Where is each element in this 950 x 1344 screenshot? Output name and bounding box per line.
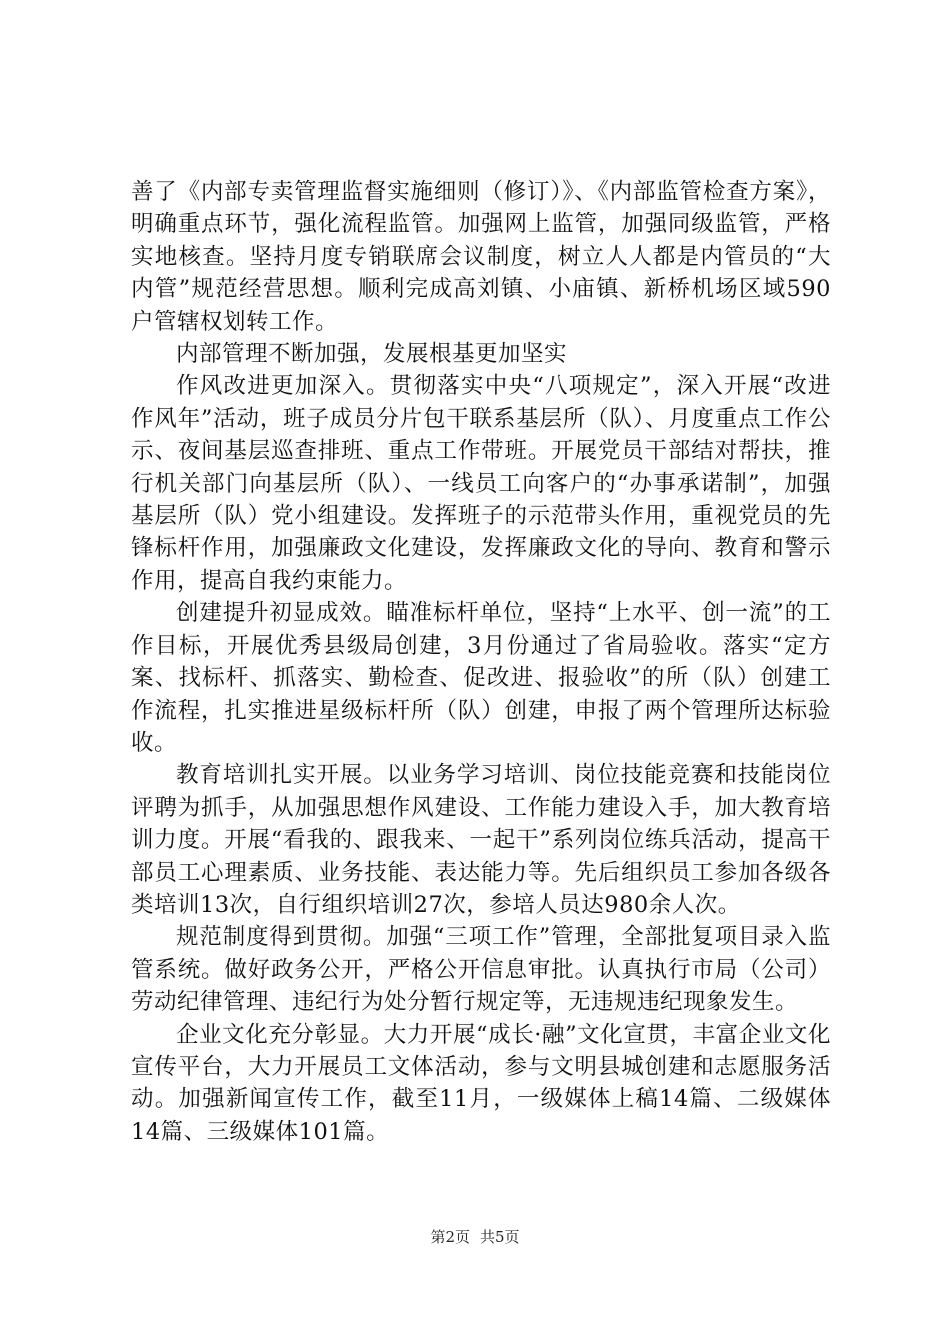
page-total: 共5页 <box>480 1228 520 1246</box>
paragraph-3: 作风改进更加深入。贯彻落实中央“八项规定”，深入开展“改进作风年”活动，班子成员分片包干联系基层所（队）、月度重点工作公示、夜间基层巡查排班、重点工作带班。开展党员干部结对帮扶，推行机关部门向基层所（队）、一线员工向客户的“办事承诺制”，加强基层所（队）党小组建设。发挥班子的示范带头作用，重视党员的先锋标杆作用，加强廉政文化建设，发挥廉政文化的导向、教育和警示作用，提高自我约束能力。 <box>131 373 831 594</box>
paragraph-5: 教育培训扎实开展。以业务学习培训、岗位技能竞赛和技能岗位评聘为抓手，从加强思想作风建设、工作能力建设入手，加大教育培训力度。开展“看我的、跟我来、一起干”系列岗位练兵活动，提高干部员工心理素质、业务技能、表达能力等。先后组织员工参加各级各类培训13次，自行组织培训27次，参培人员达980余人次。 <box>131 762 831 918</box>
page-footer <box>0 1226 950 1247</box>
paragraph-4: 创建提升初显成效。瞄准标杆单位，坚持“上水平、创一流”的工作目标，开展优秀县级局创建，3月份通过了省局验收。落实“定方案、找标杆、抓落实、勤检查、促改进、报验收”的所（队）创建工作流程，扎实推进星级标杆所（队）创建，申报了两个管理所达标验收。 <box>131 600 831 756</box>
page-number: 第2页 <box>430 1228 470 1246</box>
section-heading: 内部管理不断加强，发展根基更加坚实 <box>176 341 568 368</box>
paragraph-7: 企业文化充分彰显。大力开展“成长·融”文化宣贯，丰富企业文化宣传平台，大力开展员工文体活动，参与文明县城创建和志愿服务活动。加强新闻宣传工作，截至11月，一级媒体上稿14篇、二级媒体14篇、三级媒体101篇。 <box>131 1021 831 1145</box>
paragraph-1: 善了《内部专卖管理监督实施细则（修订）》、《内部监管检查方案》，明确重点环节，强化流程监管。加强网上监管，加强同级监管，严格实地核查。坚持月度专销联席会议制度，树立人人都是内管员的“大内管”规范经营思想。顺利完成高刘镇、小庙镇、新桥机场区域590户管辖权划转工作。 <box>131 179 831 335</box>
paragraph-6: 规范制度得到贯彻。加强“三项工作”管理，全部批复项目录入监管系统。做好政务公开，严格公开信息审批。认真执行市局（公司）劳动纪律管理、违纪行为处分暂行规定等，无违规违纪现象发生。 <box>131 924 831 1016</box>
document-body <box>131 176 831 1148</box>
